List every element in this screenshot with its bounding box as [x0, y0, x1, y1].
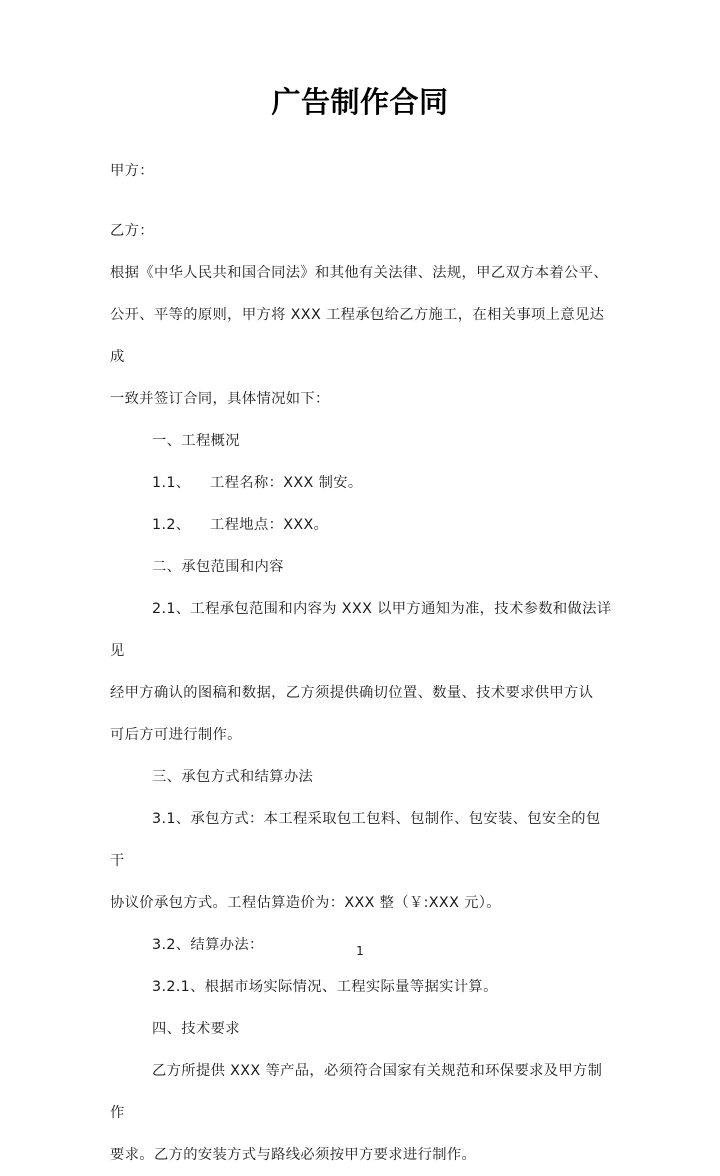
- section-heading-2: 二、承包范围和内容: [152, 559, 284, 575]
- clause-2-1-line-3: 可后方可进行制作。: [110, 727, 242, 743]
- preamble-line-3: 一致并签订合同，具体情况如下：: [110, 391, 330, 407]
- clause-4-line-1: 乙方所提供 XXX 等产品，必须符合国家有关规范和环保要求及甲方制作: [110, 1063, 603, 1121]
- preamble-line-2: 公开、平等的原则，甲方将 XXX 工程承包给乙方施工，在相关事项上意见达成: [110, 307, 605, 365]
- page-number: 1: [356, 944, 364, 958]
- clause-2-1-line-1: 2.1、工程承包范围和内容为 XXX 以甲方通知为准，技术参数和做法详见: [110, 601, 612, 659]
- clause-3-2: 3.2、结算办法：: [152, 937, 264, 953]
- clause-3-1-line-2: 协议价承包方式。工程估算造价为：XXX 整（￥:XXX 元）。: [110, 895, 501, 911]
- clause-1-1: 1.1、 工程名称：XXX 制安。: [152, 475, 363, 491]
- section-heading-4: 四、技术要求: [152, 1021, 240, 1037]
- page-title: 广告制作合同: [271, 85, 449, 119]
- clause-3-1-line-1: 3.1、承包方式：本工程采取包工包料、包制作、包安装、包安全的包干: [110, 811, 601, 869]
- clause-3-2-1: 3.2.1、根据市场实际情况、工程实际量等据实计算。: [152, 979, 498, 995]
- section-heading-1: 一、工程概况: [152, 433, 240, 449]
- party-a-label: 甲方：: [110, 163, 154, 179]
- clause-2-1-line-2: 经甲方确认的图稿和数据，乙方须提供确切位置、数量、技术要求供甲方认: [110, 685, 594, 701]
- section-heading-3: 三、承包方式和结算办法: [152, 769, 314, 785]
- party-b-label: 乙方：: [110, 223, 154, 239]
- document-body: [110, 150, 612, 1176]
- preamble-line-1: 根据《中华人民共和国合同法》和其他有关法律、法规，甲乙双方本着公平、: [110, 265, 608, 281]
- clause-1-2: 1.2、 工程地点：XXX。: [152, 517, 329, 533]
- clause-4-line-2: 要求。乙方的安装方式与路线必须按甲方要求进行制作。: [110, 1147, 477, 1163]
